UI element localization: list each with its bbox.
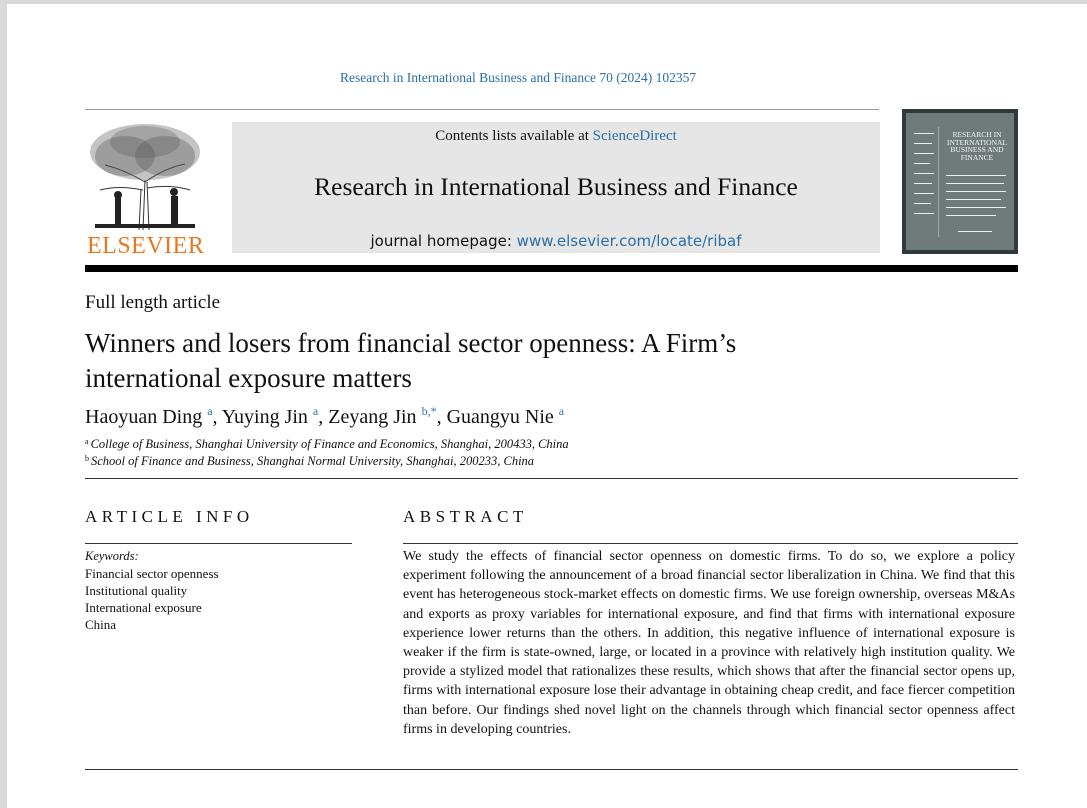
- article-info-divider: [85, 543, 352, 544]
- homepage-line: [232, 232, 880, 250]
- abstract-text: We study the effects of financial sector openness on domestic firms. To do so, we explore a policy experiment following the announcement of a broad financial sector liberalization in China. We find that this event has heterogeneous stock-market effects on domestic firms. We use foreign ownership, overseas M&As and exports as proxy variables for international exposure, and find that firms with international exposure experience lower returns than the others. In addition, this negative influence of international exposure is weaker if the firm is state-owned, large, or located in a province with relatively high institution quality. We provide a stylized model that rationalizes these results, which shows that after the financial sector opens up, firms with international exposure lose their advantage in obtaining cheap credit, and face fiercer competition than before. Our findings shed novel light on the channels through which financial sector openness affect firms in developing countries.: [403, 549, 1015, 737]
- affiliation-marker[interactable]: a: [312, 404, 319, 418]
- affiliation-b: [85, 454, 534, 469]
- section-divider: [85, 478, 1018, 479]
- author-name[interactable]: Guangyu Nie: [446, 406, 554, 428]
- journal-title: Research in International Business and Finance: [314, 172, 798, 201]
- homepage-prefix: journal homepage:: [370, 232, 517, 250]
- article-title-line-2: international exposure matters: [85, 363, 412, 393]
- sciencedirect-link[interactable]: ScienceDirect: [592, 128, 677, 144]
- abstract-divider: [403, 543, 1018, 544]
- cover-title: RESEARCH IN INTERNATIONAL BUSINESS AND FINANCE: [947, 130, 1007, 162]
- journal-homepage-link[interactable]: www.elsevier.com/locate/ribaf: [516, 232, 742, 250]
- affiliation-marker[interactable]: a: [558, 404, 565, 418]
- abstract-end-divider: [85, 769, 1018, 770]
- header-divider: [85, 109, 879, 110]
- article-title: [85, 326, 845, 396]
- author-name[interactable]: Yuying Jin: [221, 406, 308, 428]
- affiliation-a: [85, 437, 569, 452]
- affiliation-text: School of Finance and Business, Shanghai Normal University, Shanghai, 200233, China: [91, 454, 535, 468]
- author-name[interactable]: Haoyuan Ding: [85, 406, 203, 428]
- affiliation-label: a: [85, 437, 89, 446]
- journal-banner: [232, 122, 880, 253]
- keyword-item: Institutional quality: [85, 583, 188, 598]
- affiliation-label: b: [85, 454, 89, 463]
- affiliation-marker[interactable]: a: [207, 404, 213, 418]
- author-name[interactable]: Zeyang Jin: [328, 406, 417, 428]
- article-title-line-1: Winners and losers from financial sector openness: A Firm’s: [85, 328, 737, 358]
- abstract-heading: ABSTRACT: [403, 507, 528, 526]
- affiliation-text: College of Business, Shanghai University of Finance and Economics, Shanghai, 200433, China: [90, 437, 569, 451]
- contents-line: [232, 128, 880, 145]
- article-type: Full length article: [85, 292, 221, 313]
- header-thick-rule: [85, 265, 1018, 272]
- keyword-item: International exposure: [85, 600, 202, 615]
- journal-cover-image[interactable]: [902, 109, 1018, 254]
- contents-prefix: Contents lists available at: [435, 128, 593, 144]
- keyword-item: Financial sector openness: [85, 566, 219, 581]
- author-list: Haoyuan Ding $^a$, Yuying Jin $^a$, Zeyang Jin $^{b,*}$, Guangyu Nie $^a$: [85, 404, 565, 428]
- affiliation-marker[interactable]: b,*: [421, 404, 437, 418]
- journal-citation-link[interactable]: Research in International Business and Finance 70 (2024) 102357: [340, 70, 697, 85]
- article-page: [7, 4, 1087, 808]
- elsevier-wordmark: ELSEVIER: [87, 233, 205, 259]
- keywords-label: Keywords:: [85, 549, 139, 563]
- article-info-heading: ARTICLE INFO: [85, 507, 254, 526]
- keyword-item: China: [85, 617, 117, 632]
